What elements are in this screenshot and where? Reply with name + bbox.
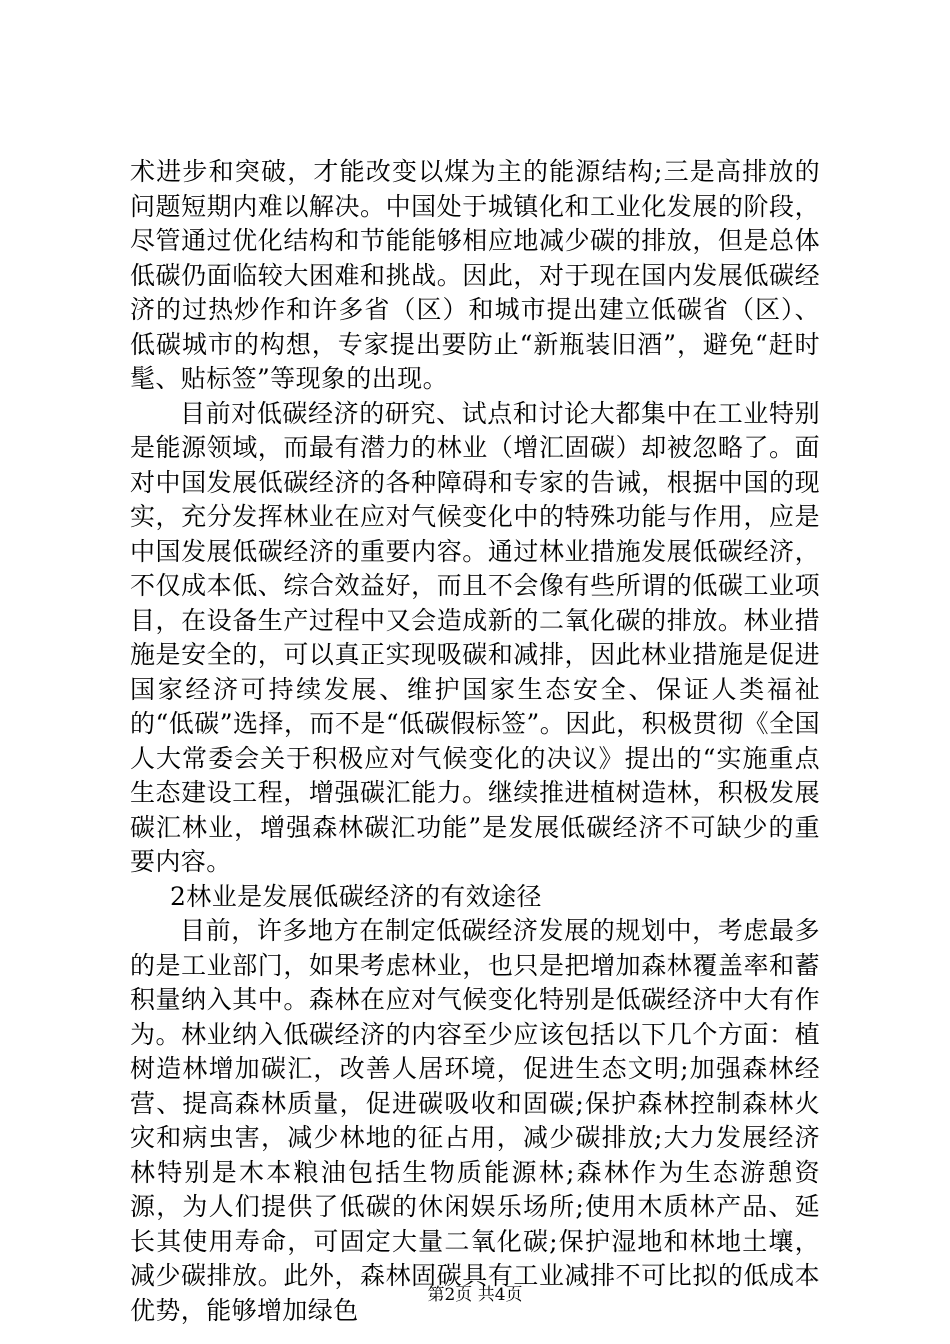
paragraph-continuation: 术进步和突破，才能改变以煤为主的能源结构;三是高排放的问题短期内难以解决。中国处于城镇化和工业化发展的阶段，尽管通过优化结构和节能能够相应地减少碳的排放，但是总体低碳仍面临较大困难和挑战。因此，对于现在国内发展低碳经济的过热炒作和许多省（区）和城市提出建立低碳省（区）、低碳城市的构想，专家提出要防止“新瓶装旧酒”，避免“赶时髦、贴标签”等现象的出现。 <box>130 157 820 393</box>
section-heading: 2林业是发展低碳经济的有效途径 <box>170 881 542 911</box>
paragraph-forestry-approach: 目前，许多地方在制定低碳经济发展的规划中，考虑最多的是工业部门，如果考虑林业，也只是把增加森林覆盖率和蓄积量纳入其中。森林在应对气候变化特别是低碳经济中大有作为。林业纳入低碳经济的内容至少应该包括以下几个方面：植树造林增加碳汇，改善人居环境，促进生态文明;加强森林经营、提高森林质量，促进碳吸收和固碳;保护森林控制森林火灾和病虫害，减少林地的征占用，减少碳排放;大力发展经济林特别是木本粮油包括生物质能源林;森林作为生态游憩资源，为人们提供了低碳的休闲娱乐场所;使用木质林产品、延长其使用寿命，可固定大量二氧化碳;保护湿地和林地土壤，减少碳排放。此外，森林固碳具有工业减排不可比拟的低成本优势，能够增加绿色 <box>130 916 820 1325</box>
paragraph-forestry-potential: 目前对低碳经济的研究、试点和讨论大都集中在工业特别是能源领域，而最有潜力的林业（增汇固碳）却被忽略了。面对中国发展低碳经济的各种障碍和专家的告诫，根据中国的现实，充分发挥林业在应对气候变化中的特殊功能与作用，应是中国发展低碳经济的重要内容。通过林业措施发展低碳经济，不仅成本低、综合效益好，而且不会像有些所谓的低碳工业项目，在设备生产过程中又会造成新的二氧化碳的排放。林业措施是安全的，可以真正实现吸碳和减排，因此林业措施是促进国家经济可持续发展、维护国家生态安全、保证人类福祉的“低碳”选择，而不是“低碳假标签”。因此，积极贯彻《全国人大常委会关于积极应对气候变化的决议》提出的“实施重点生态建设工程，增强碳汇能力。继续推进植树造林，积极发展碳汇林业，增强森林碳汇功能”是发展低碳经济不可缺少的重要内容。 <box>130 398 820 876</box>
document-body <box>130 155 820 1328</box>
page-footer: 第2页 共4页 <box>427 1285 523 1305</box>
